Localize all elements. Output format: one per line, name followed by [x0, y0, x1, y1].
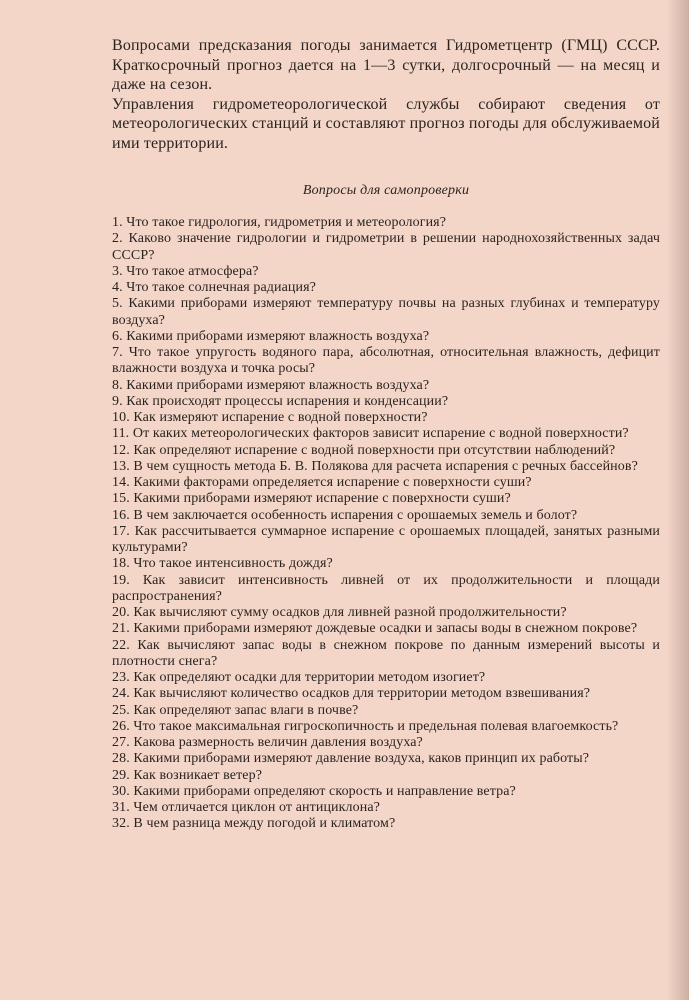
- question-item: 16. В чем заключается особенность испарения с орошаемых земель и болот?: [112, 507, 578, 523]
- question-item: 29. Как возникает ветер?: [112, 767, 263, 783]
- question-item: 24. Как вычисляют количество осадков для территории методом взвешивания?: [112, 686, 591, 702]
- question-item: 23. Как определяют осадки для территории методом изогиет?: [112, 670, 486, 685]
- question-item: 3. Что такое атмосфера?: [112, 263, 259, 279]
- question-item: 7. Что такое упругость водяного пара, абсолютная, относительная влажность, дефицит влажности воздуха и точка росы?: [112, 345, 660, 377]
- question-item: 31. Чем отличается циклон от антициклона?: [112, 800, 380, 815]
- question-item: 8. Какими приборами измеряют влажность воздуха?: [112, 377, 430, 393]
- question-item: 17. Как рассчитывается суммарное испарение с орошаемых площадей, занятых разными культурами?: [112, 523, 660, 555]
- question-item: 2. Каково значение гидрологии и гидрометрии в решении народнохозяйственных задач СССР?: [112, 231, 660, 263]
- question-item: 30. Какими приборами определяют скорость и направление ветра?: [112, 783, 516, 799]
- question-item: 28. Какими приборами измеряют давление воздуха, каков принцип их работы?: [112, 751, 590, 767]
- intro-text: [112, 36, 660, 153]
- question-item: 5. Какими приборами измеряют температуру почвы на разных глубинах и температуру воздуха?: [112, 296, 660, 328]
- questions-list: [112, 215, 660, 833]
- section-title: Вопросы для самопроверки: [302, 183, 470, 198]
- question-item: 20. Как вычисляют сумму осадков для ливней разной продолжительности?: [112, 605, 567, 620]
- question-item: 27. Какова размерность величин давления воздуха?: [112, 735, 423, 750]
- question-item: 22. Как вычисляют запас воды в снежном покрове по данным измерений высоты и плотности снега?: [112, 637, 660, 669]
- question-item: 32. В чем разница между погодой и климатом?: [112, 816, 396, 832]
- question-item: 21. Какими приборами измеряют дождевые осадки и запасы воды в снежном покрове?: [112, 621, 638, 637]
- question-item: 19. Как зависит интенсивность ливней от их продолжительности и площади распространения?: [112, 572, 660, 604]
- question-item: 18. Что такое интенсивность дождя?: [112, 556, 333, 572]
- intro-paragraph-1: Вопросами предсказания погоды занимается Гидрометцентр (ГМЦ) СССР. Краткосрочный прогноз дается на 1—3 сутки, долгосрочный — на месяц и даже на сезон.: [112, 37, 660, 93]
- question-item: 25. Как определяют запас влаги в почве?: [112, 702, 359, 718]
- question-item: 13. В чем сущность метода Б. В. Полякова для расчета испарения с речных бассейнов?: [112, 458, 638, 474]
- question-item: 15. Какими приборами измеряют испарение с поверхности суши?: [112, 491, 511, 507]
- intro-paragraph-2: Управления гидрометеорологической службы собирают сведения от метеорологических станций и составляют прогноз погоды для обслуживаемой ими территории.: [112, 95, 660, 152]
- question-item: 26. Что такое максимальная гигроскопичность и предельная полевая влагоемкость?: [112, 718, 619, 734]
- question-item: 9. Как происходят процессы испарения и конденсации?: [112, 393, 449, 409]
- question-item: 4. Что такое солнечная радиация?: [112, 280, 316, 295]
- question-item: 12. Как определяют испарение с водной поверхности при отсутствии наблюдений?: [112, 442, 616, 458]
- question-item: 10. Как измеряют испарение с водной поверхности?: [112, 410, 428, 425]
- page-edge-shadow: [667, 0, 689, 1000]
- question-item: 6. Какими приборами измеряют влажность воздуха?: [112, 328, 430, 344]
- question-item: 1. Что такое гидрология, гидрометрия и метеорология?: [112, 215, 447, 230]
- question-item: 11. От каких метеорологических факторов зависит испарение с водной поверхности?: [112, 426, 629, 442]
- question-item: 14. Какими факторами определяется испарение с поверхности суши?: [112, 475, 532, 490]
